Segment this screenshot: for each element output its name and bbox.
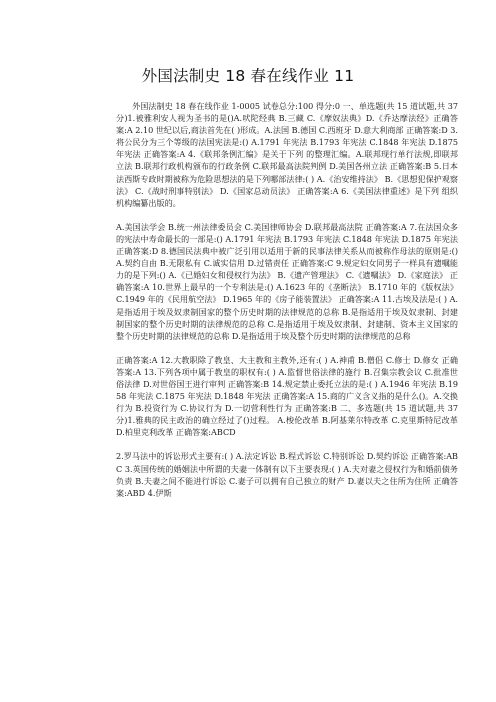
document-title: 外国法制史 18 春在线作业 11 — [141, 67, 355, 85]
paragraph-1: 外国法制史 18 春在线作业 1-0005 试卷总分:100 得分:0 一、单选题(共 15 道试题,共 37 分)1.被雅利安人视为圣书的是()A.吠陀经典 B.三藏 C.《摩奴法典》D.《乔达摩法经》正确答案:A 2.10 世纪以后,商法首先在( )形成。A.法国 B.德国 C.西班牙 D.意大利商部 正确答案:D 3.将公民分为三个等级的法国宪法是:() A.1791 年宪法 B.1793 年宪法 C.1848 年宪法 D.1875 年宪法 正确答案:A 4.《联邦条例汇编》是关于下列 的整理汇编。A.联邦现行单行法规,即联邦立法 B.联邦行政机构颁布的行政条例 C.联邦最高法院判例 D.美国各州立法 正确答案:B 5.日本法西斯专政时期被称为危险思想法的是下列哪部法律:( ) A.《治安维持法》 B.《思想犯保护观察法》 C.《战时刑事特别法》 D.《国家总动员法》 正确答案:A 6.《美国法律重述》是下列 组织机构编纂出版的。 — [116, 101, 458, 208]
paragraph-gap — [116, 342, 458, 354]
paragraph-gap — [116, 209, 458, 221]
paragraph-gap — [116, 438, 458, 450]
paragraph-4: 2.罗马法中的诉讼形式主要有:( ) A.法定诉讼 B.程式诉讼 C.特别诉讼 D.契约诉讼 正确答案:ABC 3.英国传统的婚姻法中所谓的夫妻一体制有以下主要表现:( ) A.夫对妻之侵权行为和婚前债务负责 B.夫妻之间不能进行诉讼 C.妻子可以拥有自己独立的财产 D.妻以夫之住所为住所 正确答案:ABD 4.伊斯 — [116, 451, 458, 498]
paragraph-2: A.美国法学会 B.统一州法律委员会 C.美国律师协会 D.联邦最高法院 正确答案:A 7.在法国众多的宪法中寿命最长的一部是:() A.1791 年宪法 B.1793 年宪法 C.1848 年宪法 D.1875 年宪法 正确答案:D 8.德国民法典中被广泛引用以适用于新的民事法律关系从而被称作母法的原则是:() A.契约自由 B.无限私有 C.诚实信用 D.过错责任 正确答案:C 9.规定妇女同男子一样具有遗嘱能力的是下列:() A.《已婚妇女和侵权行为法》 B.《遗产管理法》 C.《遗嘱法》 D.《家庭法》 正确答案:A 10.世界上最早的一个专利法是:() A.1623 年的《垄断法》 B.1710 年的《版权法》 C.1949 年的《民用航空法》 D.1965 年的《房子能装置法》 正确答案:A 11.古埃及法是:( ) A.是指适用于埃及奴隶制国家的整个历史时期的法律规范的总称 B.是指适用于埃及奴隶制、封建制国家的整个历史时期的法律规范的总称 C.是指适用于埃及奴隶制、封建制、资本主义国家的整个历史时期的法律规范的总称 D.是指适用于埃及整个历史时期的法律规范的总称 — [116, 221, 458, 341]
document-body — [116, 100, 458, 499]
paragraph-3: 正确答案:A 12.大教职除了教皇、大主教和主教外,还有:( ) A.神甫 B.僧侣 C.修士 D.修女 正确答案:A 13.下列各项中属于教皇的职权有:( ) A.监督世俗法律的施行 B.召集宗教会议 C.批准世俗法律 D.对世俗国王进行审判 正确答案:B 14.规定禁止委托立法的是:( ) A.1946 年宪法 B.1958 年宪法 C.1875 年宪法 D.1848 年宪法 正确答案:A 15.商的广义含义指的是什么()。A.交换行为 B.投资行为 C.协议行为 D.一切营利性行为 正确答案:B 二、多选题(共 15 道试题,共 37 分)1.雅典的民主政治的确立经过了()过程。 A.梭伦改革 B.阿基莱尔特改革 C.克里斯特尼改革 D.柏里克利改革 正确答案:ABCD — [116, 354, 458, 438]
